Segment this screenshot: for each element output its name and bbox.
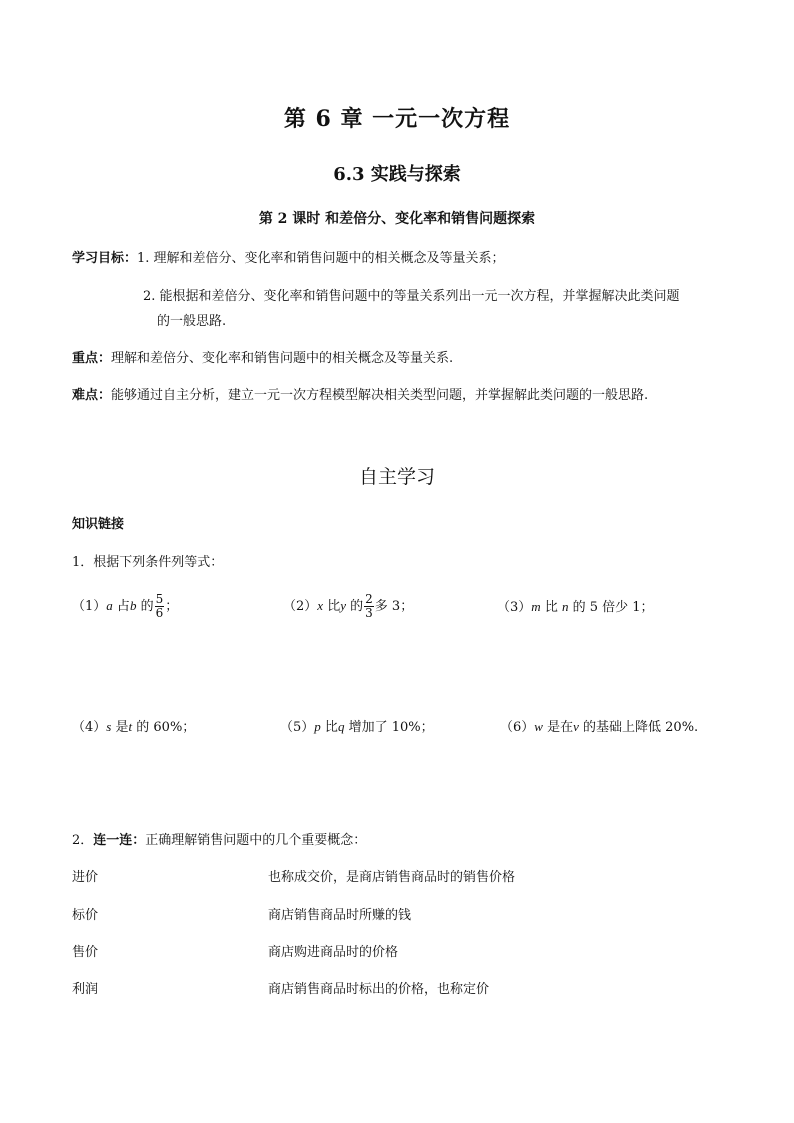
objectives-label: 学习目标： [72,251,138,266]
fraction-denominator: 6 [155,606,164,620]
key-point-text: 理解和差倍分、变化率和销售问题中的相关概念及等量关系. [111,351,454,366]
var-a: a [106,598,113,613]
key-point [72,347,453,366]
q1-item-2-end: 多 3； [374,599,414,614]
q1-item-1-word: 占 [116,599,130,614]
q1-item-3 [497,596,654,615]
term-purchase-price: 进价 [72,870,99,885]
fraction-five-sixths [155,593,165,620]
q1-item-5-word: 比 [324,720,338,735]
difficulty-text: 能够通过自主分析，建立一元一次方程模型解决相关类型问题，并掌握解此类问题的一般思路. [111,388,649,403]
var-y: y [340,598,346,613]
q1-item-6 [500,716,698,735]
var-n: n [561,599,569,614]
key-point-label: 重点： [72,351,112,366]
lesson-title: 第 2 课时 和差倍分、变化率和销售问题探索 [258,211,536,227]
self-study-heading: 自主学习 [358,466,435,488]
chapter-title: 第 6 章 一元一次方程 [283,106,511,132]
var-v: v [573,719,579,734]
term-profit: 利润 [72,982,99,997]
q1-item-2-number: （2） [283,599,318,614]
q1-item-5-number: （5） [280,720,315,735]
fraction-two-thirds [364,593,374,620]
objective-item-2: 2. 能根据和差倍分、变化率和销售问题中的等量关系列出一元一次方程，并掌握解决此类问题 [143,289,680,304]
q1-item-4-number: （4） [72,720,107,735]
q1-item-2-word: 比 [327,599,341,614]
q1-item-5 [280,716,434,735]
var-x: x [317,598,324,613]
q1-item-1-de: 的 [140,599,154,614]
question-1-stem: 1．根据下列条件列等式： [72,555,224,570]
q1-item-4 [72,716,195,735]
section-title: 6.3 实践与探索 [333,164,461,185]
q1-item-6-word: 是在 [547,720,574,735]
q1-item-1-number: （1） [72,599,107,614]
var-s: s [106,719,112,734]
question-2-stem [72,829,366,848]
difficulty [72,384,648,403]
question-2-number: 2． [72,833,94,848]
q1-item-6-number: （6） [500,720,535,735]
var-b: b [129,598,137,613]
q1-item-1-end: ； [165,599,179,614]
objectives-line1 [72,247,505,266]
q1-item-3-word: 比 [544,600,558,615]
q1-item-6-end: 的基础上降低 20%. [583,720,699,735]
var-t: t [128,719,133,734]
var-m: m [531,599,541,614]
q1-item-3-end: 的 5 倍少 1； [572,600,654,615]
fraction-numerator: 2 [365,592,373,606]
var-q: q [337,719,345,734]
q1-item-3-number: （3） [497,600,532,615]
q1-item-2-de: 的 [350,599,364,614]
question-2-text: 正确理解销售问题中的几个重要概念： [145,833,367,848]
var-w: w [534,719,543,734]
objective-item-2-cont: 的一般思路. [157,314,227,329]
difficulty-label: 难点： [72,388,112,403]
definition-2: 商店销售商品时所赚的钱 [268,908,412,923]
q1-item-2 [283,593,413,620]
question-2-label: 连一连： [93,833,146,848]
q1-item-4-end: 的 60%； [136,720,196,735]
var-p: p [314,719,321,734]
fraction-numerator: 5 [155,592,164,606]
fraction-denominator: 3 [365,606,373,620]
definition-4: 商店销售商品时标出的价格，也称定价 [268,982,490,997]
q1-item-5-end: 增加了 10%； [348,720,434,735]
definition-3: 商店购进商品时的价格 [268,945,399,960]
q1-item-4-word: 是 [115,720,129,735]
objective-item-1: 1. 理解和差倍分、变化率和销售问题中的相关概念及等量关系； [137,251,505,266]
definition-1: 也称成交价，是商店销售商品时的销售价格 [268,870,516,885]
knowledge-link-heading: 知识链接 [72,517,125,532]
q1-item-1 [72,593,178,620]
term-selling-price: 售价 [72,945,99,960]
term-marked-price: 标价 [72,908,99,923]
